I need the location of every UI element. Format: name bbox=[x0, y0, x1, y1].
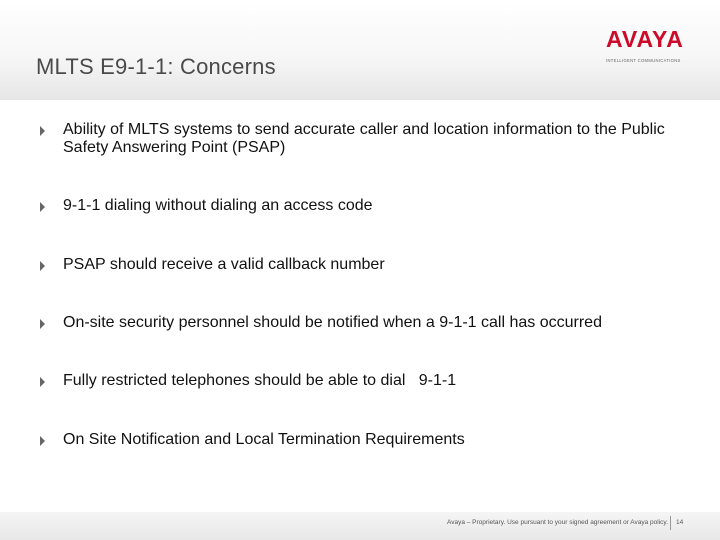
bullet-text: Ability of MLTS systems to send accurate caller and location information to the Public Safety Answering Point (PSAP) bbox=[63, 121, 665, 156]
slide-footer bbox=[0, 512, 720, 540]
bullet-text: Fully restricted telephones should be able to dial 9-1-1 bbox=[63, 372, 457, 389]
slide-title: MLTS E9-1-1: Concerns bbox=[36, 54, 276, 79]
slide-header bbox=[0, 0, 720, 100]
bullet-arrow-icon bbox=[40, 126, 45, 136]
bullet-text: PSAP should receive a valid callback number bbox=[63, 256, 385, 273]
logo-tagline: INTELLIGENT COMMUNICATIONS bbox=[606, 58, 681, 63]
page-number: 14 bbox=[676, 519, 684, 526]
bullet-arrow-icon bbox=[40, 261, 45, 271]
logo-wordmark: AVAYA bbox=[606, 26, 684, 52]
bullet-arrow-icon bbox=[40, 436, 45, 446]
bullet-arrow-icon bbox=[40, 202, 45, 212]
bullet-text: On Site Notification and Local Termination Requirements bbox=[63, 431, 465, 448]
footer-divider bbox=[670, 516, 671, 530]
bullet-arrow-icon bbox=[40, 377, 45, 387]
bullet-text: 9-1-1 dialing without dialing an access code bbox=[63, 197, 373, 214]
footer-text: Avaya – Proprietary. Use pursuant to your signed agreement or Avaya policy. bbox=[447, 519, 668, 526]
avaya-logo bbox=[606, 28, 686, 63]
bullet-arrow-icon bbox=[40, 319, 45, 329]
bullet-text: On-site security personnel should be notified when a 9-1-1 call has occurred bbox=[63, 314, 602, 331]
